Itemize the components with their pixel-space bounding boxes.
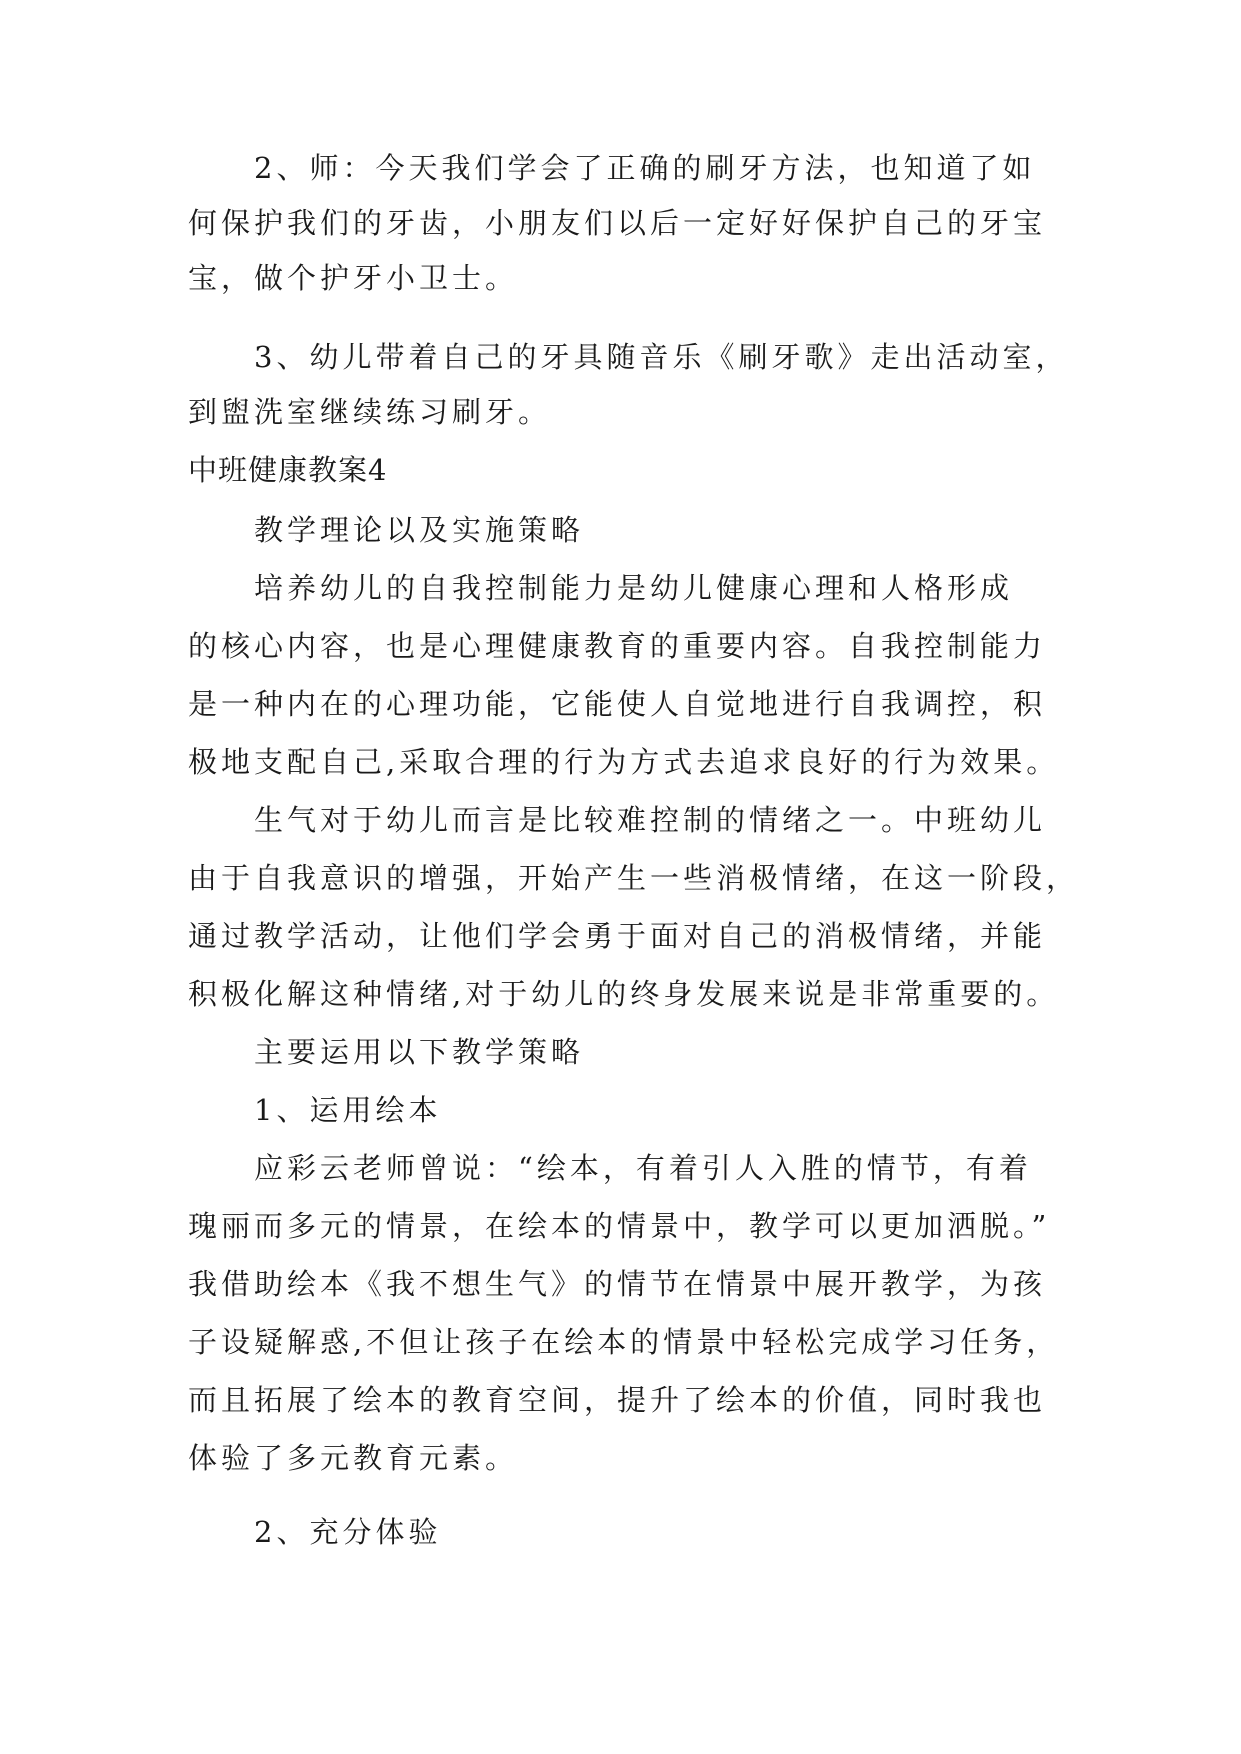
paragraph-line: 应彩云老师曾说：“绘本，有着引人入胜的情节，有着 (188, 1151, 1032, 1185)
paragraph-line: 积极化解这种情绪,对于幼儿的终身发展来说是非常重要的。 (188, 977, 1060, 1011)
paragraph-line: 到盥洗室继续练习刷牙。 (188, 395, 552, 429)
paragraph-line: 而且拓展了绘本的教育空间，提升了绘本的价值，同时我也 (188, 1383, 1047, 1417)
subheading: 教学理论以及实施策略 (188, 513, 585, 547)
paragraph-line: 3、幼儿带着自己的牙具随音乐《刷牙歌》走出活动室， (188, 340, 1069, 374)
paragraph-line: 我借助绘本《我不想生气》的情节在情景中展开教学，为孩 (188, 1267, 1047, 1301)
paragraph-line: 是一种内在的心理功能，它能使人自觉地进行自我调控，积 (188, 687, 1047, 721)
list-item: 1、运用绘本 (188, 1093, 442, 1127)
list-item: 2、充分体验 (188, 1515, 442, 1549)
paragraph-line: 的核心内容，也是心理健康教育的重要内容。自我控制能力 (188, 629, 1047, 663)
section-heading: 中班健康教案4 (188, 453, 388, 487)
subheading: 主要运用以下教学策略 (188, 1035, 585, 1069)
paragraph-line: 2、师：今天我们学会了正确的刷牙方法，也知道了如 (188, 151, 1036, 185)
paragraph-line: 极地支配自己,采取合理的行为方式去追求良好的行为效果。 (188, 745, 1060, 779)
paragraph-line: 由于自我意识的增强，开始产生一些消极情绪，在这一阶段， (188, 861, 1080, 895)
paragraph-line: 宝，做个护牙小卫士。 (188, 261, 519, 295)
paragraph-line: 瑰丽而多元的情景，在绘本的情景中，教学可以更加洒脱。” (188, 1209, 1051, 1243)
paragraph-line: 培养幼儿的自我控制能力是幼儿健康心理和人格形成 (188, 571, 1014, 605)
paragraph-line: 体验了多元教育元素。 (188, 1441, 519, 1475)
paragraph-line: 子设疑解惑,不但让孩子在绘本的情景中轻松完成学习任务， (188, 1325, 1060, 1359)
paragraph-line: 何保护我们的牙齿，小朋友们以后一定好好保护自己的牙宝 (188, 206, 1047, 240)
paragraph-line: 生气对于幼儿而言是比较难控制的情绪之一。中班幼儿 (188, 803, 1047, 837)
paragraph-line: 通过教学活动，让他们学会勇于面对自己的消极情绪，并能 (188, 919, 1047, 953)
